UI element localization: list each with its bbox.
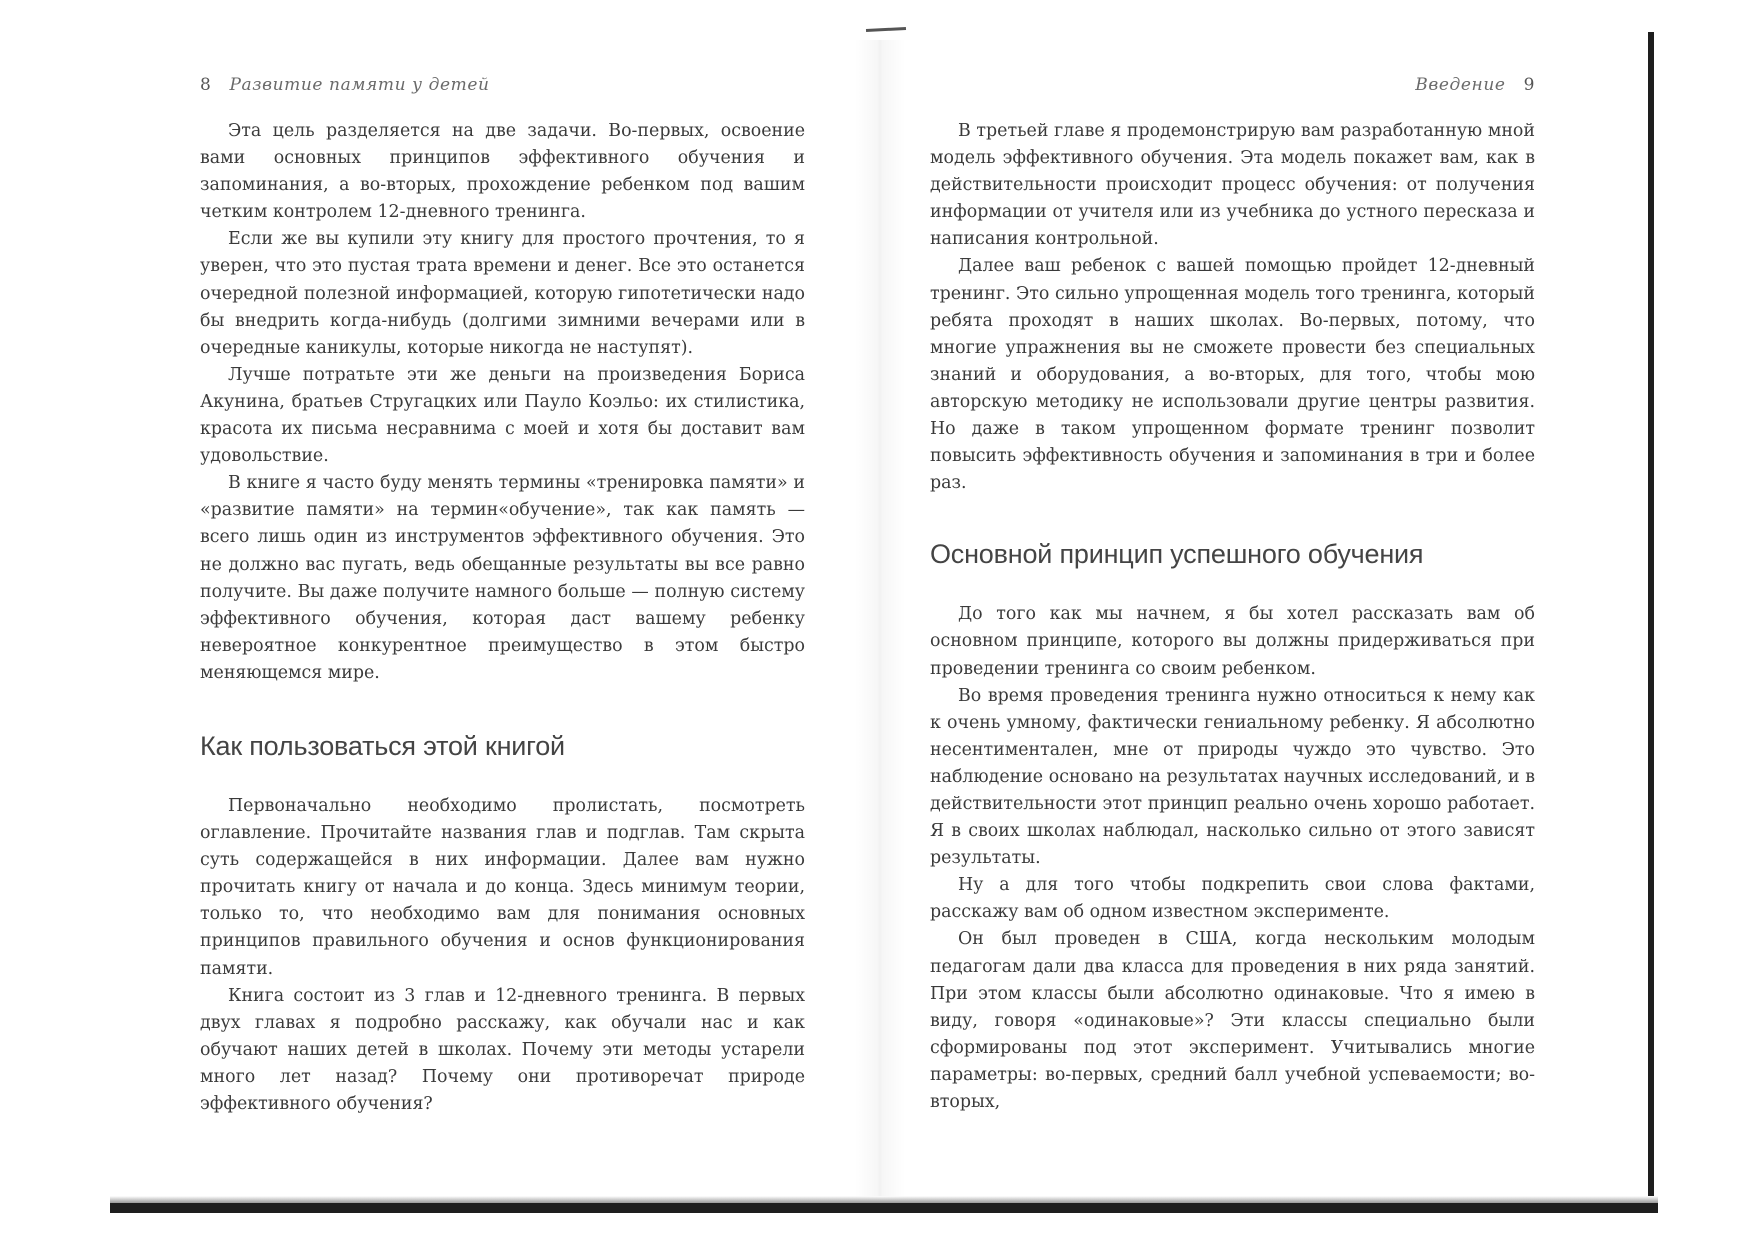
scan-mark [866,27,906,32]
right-running-title: Введение [1415,75,1506,95]
paragraph: Он был проведен в США, когда нескольким молодым педагогам дали два класса для проведения в них ряда занятий. При этом классы были абсолютно одинаковые. Что я имею в виду, говоря «одинаковые»? Эти классы специально были сформированы под этот эксперимент. Учитывались многие параметры: во-первых, средний балл учебной успеваемости; во-вторых, [930,929,1535,1112]
paragraph: Во время проведения тренинга нужно относиться к нему как к очень умному, фактически гениальному ребенку. Я абсолютно несентиментален, мне от природы чуждо это чувство. Это наблюдение основано на результатах научных исследований, и в действительности этот принцип реально очень хорошо работает. Я в своих школах наблюдал, насколько сильно от этого зависят результаты. [930,685,1535,869]
paragraph: В третьей главе я продемонстрирую вам разработанную мной модель эффективного обучения. Эта модель покажет вам, как в действительности происходит процесс обучения: от получения информации от учителя или из учебника до устного пересказа и написания контрольной. [930,121,1535,250]
paragraph: Ну а для того чтобы подкрепить свои слова фактами, расскажу вам об одном известном эксперименте. [930,875,1535,923]
right-page [930,72,1535,1116]
section-heading: Основной принцип успешного обучения [930,539,1424,570]
left-running-head [200,72,805,98]
left-running-title: Развитие памяти у детей [229,75,490,95]
book-gutter [855,40,905,1200]
paragraph: Лучше потратьте эти же деньги на произведения Бориса Акунина, братьев Стругацких или Пауло Коэльо: их стилистика, красота их письма несравнима с моей и хотя бы доставит вам удовольствие. [200,364,805,467]
paragraph: В книге я часто буду менять термины «тренировка памяти» и «развитие памяти» на термин«обучение», так как память — всего лишь один из инструментов эффективного обучения. Это не должно вас пугать, ведь обещанные результаты вы все равно получите. Вы даже получите намного больше — полную систему эффективного обучения, которая даст вашему ребенку невероятное конкурентное преимущество в этом быстро меняющемся мире. [200,473,805,683]
paragraph: Далее ваш ребенок с вашей помощью пройдет 12-дневный тренинг. Это сильно упрощенная модель того тренинга, который ребята проходят в наших школах. Во-первых, потому, что многие упражнения вы не сможете провести без специальных знаний и оборудования, а во-вторых, для того, чтобы мою авторскую методику не использовали другие центры развития. Но даже в таком упрощенном формате тренинг позволит повысить эффективность обучения и запоминания в три и более раз. [930,256,1535,494]
paragraph: Если же вы купили эту книгу для простого прочтения, то я уверен, что это пустая трата времени и денег. Все это останется очередной полезной информацией, которую гипотетически надо бы внедрить когда-нибудь (долгими зимними вечерами или в очередные каникулы, которые никогда не наступят). [200,229,805,358]
left-page [200,72,805,1118]
page-edge-right [1648,32,1654,1212]
paragraph: Эта цель разделяется на две задачи. Во-первых, освоение вами основных принципов эффективного обучения и запоминания, а во-вторых, прохождение ребенком под вашим четким контролем 12-дневного тренинга. [200,121,805,223]
left-page-number: 8 [200,75,212,95]
page-edge-bottom [110,1203,1658,1213]
right-page-number: 9 [1523,75,1535,95]
section-heading: Как пользоваться этой книгой [200,730,565,761]
paragraph: До того как мы начнем, я бы хотел рассказать вам об основном принципе, которого вы должны придерживаться при проведении тренинга со своим ребенком. [930,604,1535,679]
paragraph: Первоначально необходимо пролистать, посмотреть оглавление. Прочитайте названия глав и подглав. Там скрыта суть содержащейся в них информации. Далее вам нужно прочитать книгу от начала и до конца. Здесь минимум теории, только то, что необходимо вам для понимания основных принципов правильного обучения и основ функционирования памяти. [200,795,805,979]
paragraph: Книга состоит из 3 глав и 12-дневного тренинга. В первых двух главах я подробно расскажу, как обучали нас и как обучают наших детей в школах. Почему эти методы устарели много лет назад? Почему они противоречат природе эффективного обучения? [200,985,805,1114]
right-running-head [930,72,1535,98]
page-edge-shadow [110,1196,1658,1203]
